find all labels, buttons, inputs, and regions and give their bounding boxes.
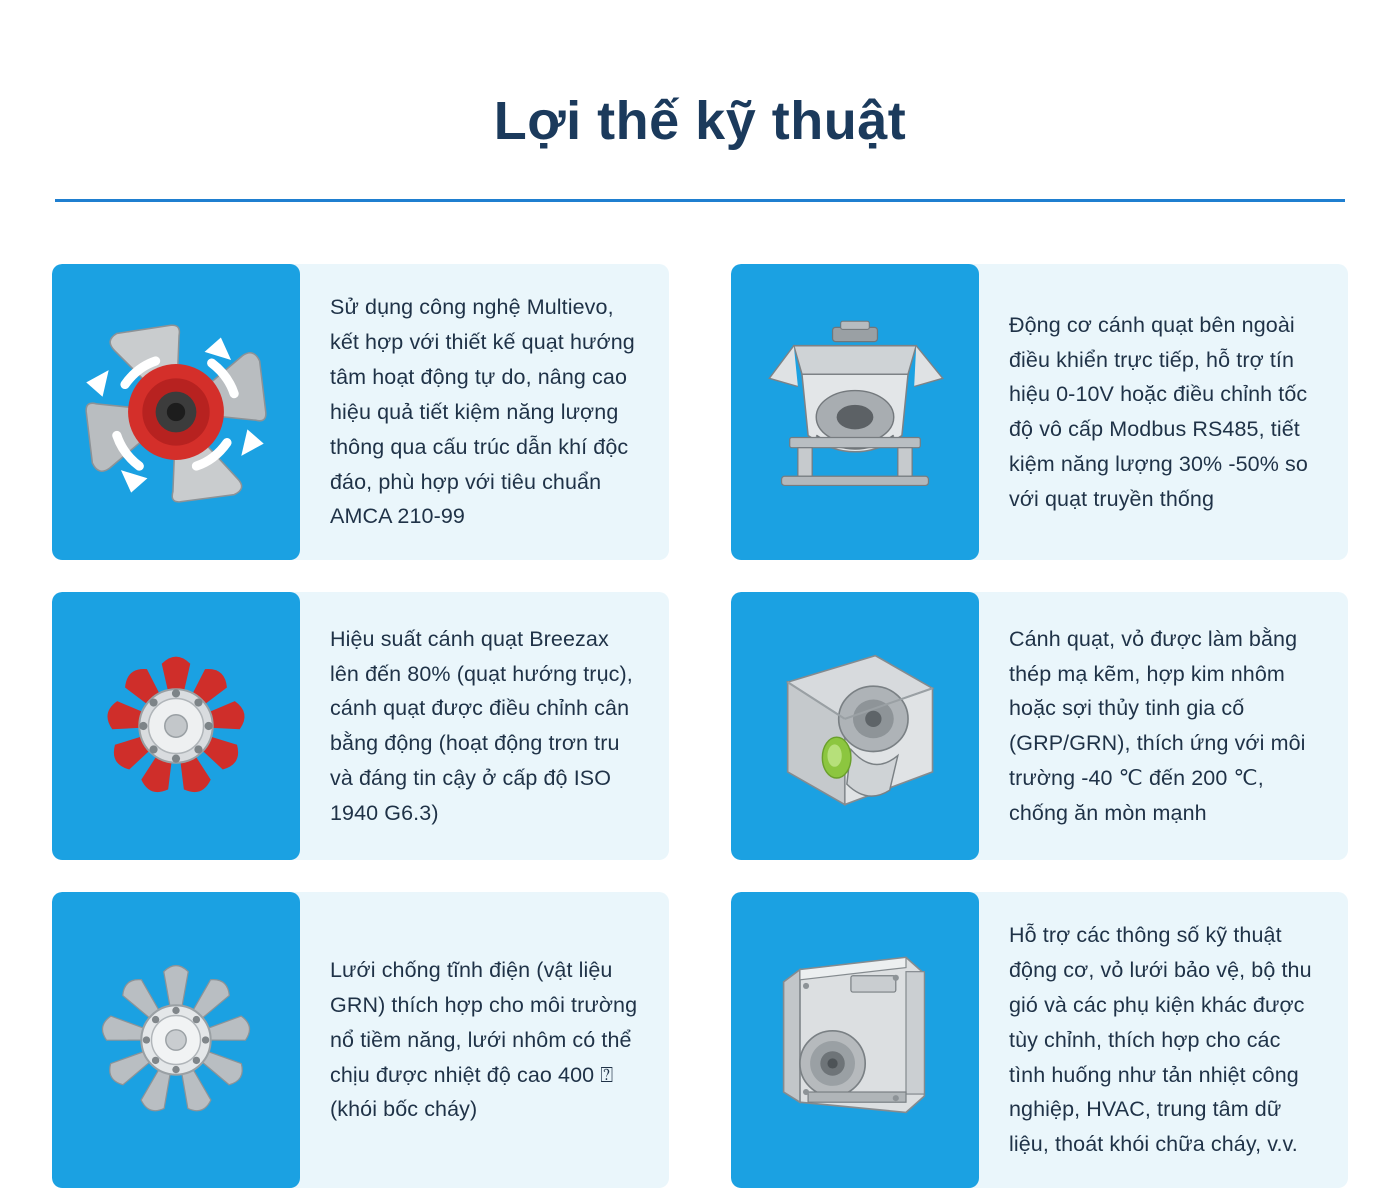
card-description: Hiệu suất cánh quạt Breezax lên đến 80% (quạt hướng trục), cánh quạt được điều chỉnh cân bằng động (hoạt động trơn tru và đáng tin cậy ở cấp độ ISO 1940 G6.3) [330, 626, 633, 825]
title-block [0, 0, 1400, 202]
card-text-panel [979, 592, 1348, 860]
red-axial-blade-icon [74, 628, 278, 824]
advantage-card [731, 892, 1348, 1188]
card-text-panel [300, 592, 669, 860]
card-description: Cánh quạt, vỏ được làm bằng thép mạ kẽm, hợp kim nhôm hoặc sợi thủy tinh gia cố (GRP/GRN), thích ứng với môi trường -40 ℃ đến 200 ℃, chống ăn mòn mạnh [1009, 626, 1306, 825]
roof-fan-unit-icon [753, 314, 957, 510]
card-text-panel [300, 264, 669, 560]
housing-blower-icon [753, 942, 957, 1138]
advantage-card [52, 592, 669, 860]
centrifugal-impeller-icon [74, 314, 278, 510]
advantage-card [731, 592, 1348, 860]
title-divider [55, 199, 1345, 202]
card-description: Động cơ cánh quạt bên ngoài điều khiển trực tiếp, hỗ trợ tín hiệu 0-10V hoặc điều chỉnh tốc độ vô cấp Modbus RS485, tiết kiệm năng lượng 30% -50% so với quạt truyền thống [1009, 312, 1308, 511]
card-description: Hỗ trợ các thông số kỹ thuật động cơ, vỏ lưới bảo vệ, bộ thu gió và các phụ kiện khác được tùy chỉnh, thích hợp cho các tình huống như tản nhiệt công nghiệp, HVAC, trung tâm dữ liệu, thoát khói chữa cháy, v.v. [1009, 923, 1312, 1157]
card-description: Sử dụng công nghệ Multievo, kết hợp với thiết kế quạt hướng tâm hoạt động tự do, nâng cao hiệu quả tiết kiệm năng lượng thông qua cấu trúc dẫn khí độc đáo, phù hợp với tiêu chuẩn AMCA 210-99 [330, 295, 635, 529]
card-image-panel [731, 892, 979, 1188]
card-description: Lưới chống tĩnh điện (vật liệu GRN) thích hợp cho môi trường nổ tiềm năng, lưới nhôm có thể chịu được nhiệt độ cao 400 ⍰ (khói bốc cháy) [330, 958, 638, 1122]
card-text-panel [300, 892, 669, 1188]
page-title: Lợi thế kỹ thuật [493, 91, 907, 151]
card-text-panel [979, 892, 1348, 1188]
advantage-card [52, 892, 669, 1188]
card-text-panel [979, 264, 1348, 560]
card-image-panel [731, 264, 979, 560]
advantages-grid [52, 264, 1348, 1188]
steel-axial-blade-icon [74, 942, 278, 1138]
card-image-panel [52, 264, 300, 560]
card-image-panel [52, 892, 300, 1188]
card-image-panel [731, 592, 979, 860]
caged-blower-icon [753, 628, 957, 824]
card-image-panel [52, 592, 300, 860]
advantage-card [731, 264, 1348, 560]
advantage-card [52, 264, 669, 560]
